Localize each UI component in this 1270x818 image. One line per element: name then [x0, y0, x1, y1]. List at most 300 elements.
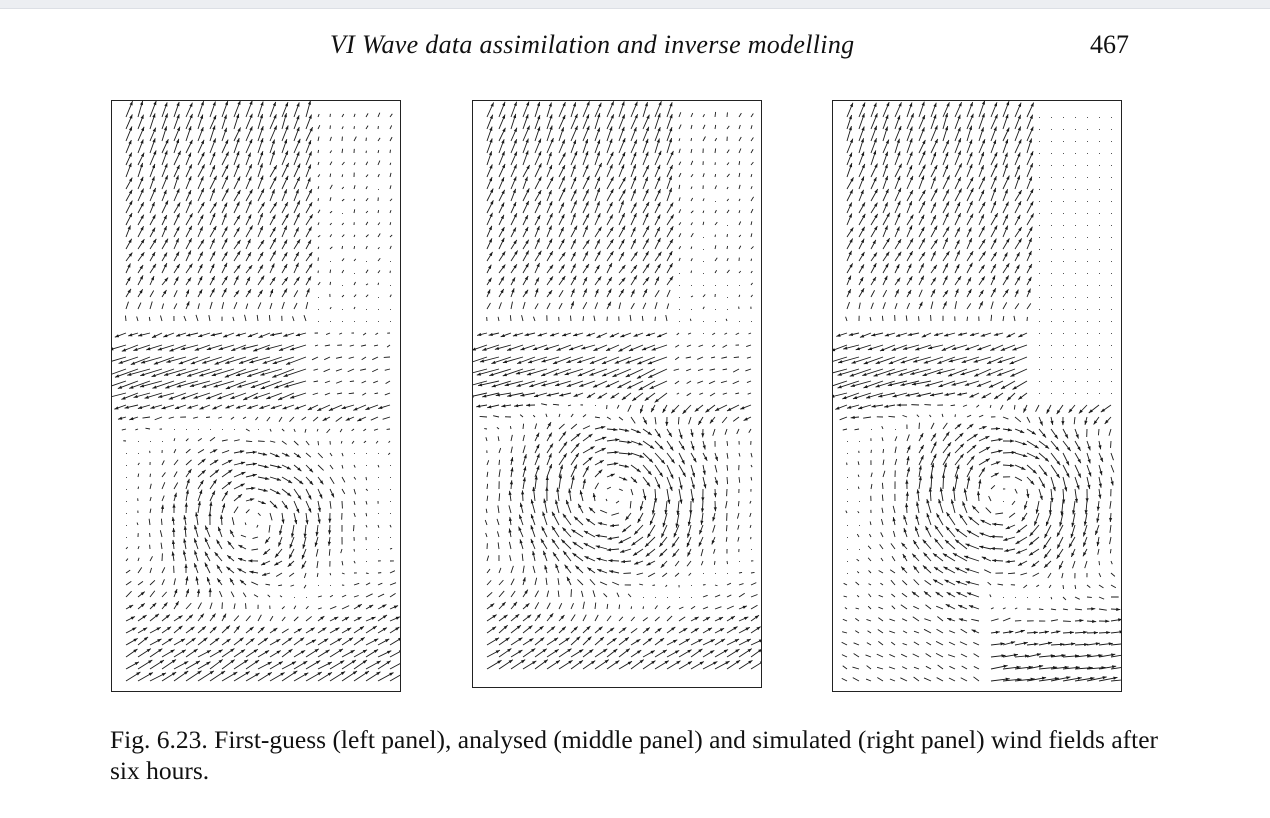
wind-vector: [366, 617, 376, 621]
wind-vector: [1095, 525, 1099, 535]
wind-vector: [390, 548, 392, 549]
wind-vector: [1087, 620, 1096, 623]
wind-vector: [751, 572, 755, 573]
wind-vector: [671, 405, 679, 413]
wind-vector: [655, 290, 659, 297]
wind-vector: [542, 526, 547, 537]
wind-vector: [583, 277, 587, 285]
wind-vector: [739, 453, 740, 457]
wind-vector: [499, 648, 511, 657]
wind-vector: [138, 628, 147, 633]
wind-vector: [535, 263, 540, 273]
wind-vector: [487, 127, 492, 141]
wind-vector: [690, 319, 691, 321]
wind-vector: [619, 429, 629, 432]
wind-vector: [499, 190, 505, 201]
wind-vector: [691, 662, 704, 669]
wind-vector: [926, 499, 931, 513]
wind-vector: [619, 617, 623, 621]
wind-vector: [535, 444, 539, 453]
wind-vector: [991, 102, 997, 117]
wind-vector: [715, 270, 717, 273]
wind-vector: [883, 126, 888, 141]
wind-vector: [923, 553, 931, 561]
wind-vector: [880, 544, 883, 549]
wind-vector: [535, 163, 541, 177]
wind-vector: [665, 417, 668, 426]
wind-vector: [925, 605, 931, 609]
wind-vector: [498, 317, 499, 321]
wind-vector: [962, 666, 967, 669]
wind-vector: [619, 138, 625, 153]
wind-vector: [927, 513, 931, 525]
wind-vector: [1087, 585, 1090, 588]
wind-vector: [174, 277, 178, 285]
wind-vector: [236, 405, 246, 409]
wind-vector: [583, 479, 586, 489]
wind-vector: [390, 465, 391, 466]
wind-vector: [234, 151, 239, 165]
wind-vector: [715, 477, 718, 485]
wind-vector: [991, 163, 997, 177]
wind-vector: [230, 530, 234, 537]
wind-vector: [1075, 297, 1076, 298]
wind-vector: [186, 460, 192, 465]
wind-vector: [895, 278, 900, 285]
wind-vector: [691, 271, 692, 273]
wind-vector: [617, 593, 619, 597]
wind-vector: [595, 151, 600, 165]
wind-vector: [174, 460, 178, 465]
wind-vector: [294, 661, 307, 669]
wind-vector: [871, 177, 876, 189]
wind-vector: [751, 321, 752, 322]
wind-vector: [294, 239, 300, 249]
wind-vector: [150, 660, 164, 669]
wind-vector: [566, 500, 571, 513]
wind-vector: [1046, 513, 1051, 526]
wind-vector: [919, 238, 925, 249]
wind-vector: [234, 302, 237, 309]
wind-vector: [931, 152, 936, 165]
wind-vector: [991, 427, 1000, 430]
wind-vector: [727, 465, 728, 471]
wind-vector: [509, 542, 511, 549]
wind-vector: [667, 114, 672, 129]
wind-vector: [126, 126, 132, 141]
wind-vector: [532, 487, 535, 501]
wind-vector: [667, 429, 672, 437]
wind-vector: [891, 580, 895, 585]
wind-vector: [1110, 525, 1111, 533]
wind-vector: [859, 303, 860, 309]
wind-vector: [715, 174, 716, 177]
wind-vector: [150, 101, 156, 117]
wind-vector: [305, 513, 308, 524]
wind-vector: [666, 315, 667, 321]
wind-vector: [1018, 393, 1027, 400]
wind-vector: [584, 556, 595, 561]
wind-vector: [979, 190, 984, 201]
wind-vector: [184, 526, 187, 537]
wind-vector: [162, 638, 173, 645]
wind-vector: [210, 627, 217, 633]
wind-vector: [895, 139, 900, 153]
wind-vector: [366, 270, 368, 273]
wind-vector: [282, 139, 287, 153]
wind-vector: [978, 479, 981, 489]
wind-vector: [595, 417, 600, 418]
wind-vector: [977, 345, 991, 350]
wind-vector: [1075, 321, 1076, 322]
wind-vector: [318, 162, 319, 165]
wind-vector: [499, 638, 510, 645]
wind-vector: [715, 617, 723, 621]
wind-vector: [354, 596, 359, 597]
wind-vector: [1003, 302, 1007, 309]
wind-vector: [510, 480, 513, 489]
wind-vector: [1032, 561, 1039, 567]
wind-vector: [1003, 252, 1007, 261]
wind-vector: [892, 606, 895, 609]
wind-vector: [679, 173, 681, 177]
wind-vector: [979, 447, 990, 453]
wind-vector: [967, 140, 972, 153]
wind-vector: [283, 333, 294, 337]
wind-vector: [198, 459, 206, 465]
wind-vector: [535, 177, 541, 189]
wind-vector: [715, 258, 717, 261]
wind-vector: [879, 595, 883, 597]
wind-vector: [882, 483, 883, 489]
wind-vector: [747, 357, 751, 358]
wind-vector: [979, 177, 985, 189]
wind-vector: [703, 477, 706, 488]
wind-vector: [1015, 453, 1027, 457]
wind-vector: [687, 549, 691, 556]
wind-vector: [883, 226, 888, 237]
wind-vector: [1003, 275, 1009, 285]
wind-vector: [302, 537, 306, 549]
wind-vector: [1057, 537, 1063, 549]
wind-vector: [979, 152, 984, 165]
wind-vector: [352, 429, 354, 431]
wind-vector: [667, 176, 672, 189]
wind-vector: [583, 264, 589, 273]
wind-vector: [234, 265, 240, 273]
wind-vector: [547, 290, 552, 297]
wind-vector: [739, 606, 747, 609]
wind-vector: [858, 511, 859, 513]
wind-vector: [607, 661, 619, 669]
wind-vector: [1101, 405, 1111, 412]
wind-vector: [955, 138, 961, 153]
wind-vector: [318, 513, 321, 524]
wind-vector: [913, 654, 919, 657]
wind-vector: [1099, 285, 1100, 286]
wind-vector: [1063, 321, 1064, 322]
wind-vector: [903, 415, 907, 417]
wind-vector: [1049, 585, 1051, 588]
wind-vector: [631, 465, 641, 472]
wind-vector: [270, 189, 275, 201]
wind-vector: [1097, 537, 1100, 546]
wind-vector: [174, 189, 179, 201]
wind-vector: [354, 660, 367, 669]
wind-vector: [698, 417, 703, 425]
wind-vector: [387, 345, 390, 347]
wind-vector: [258, 429, 259, 430]
wind-vector: [1099, 321, 1100, 322]
wind-vector: [172, 504, 175, 513]
wind-vector: [330, 649, 343, 657]
wind-vector: [1043, 537, 1051, 549]
wind-vector: [725, 429, 727, 435]
wind-vector: [1075, 441, 1081, 451]
wind-vector: [1039, 297, 1040, 298]
wind-vector: [871, 277, 876, 285]
wind-vector: [868, 345, 883, 350]
wind-vector: [174, 151, 181, 165]
wind-vector: [1039, 201, 1040, 202]
wind-vector: [362, 393, 366, 395]
wind-vector: [325, 345, 330, 346]
wind-vector: [511, 579, 514, 585]
wind-vector: [246, 649, 258, 657]
wind-vector: [1051, 453, 1060, 465]
wind-vector: [308, 405, 318, 410]
wind-vector: [210, 115, 216, 129]
wind-vector: [931, 251, 936, 261]
wind-vector: [619, 661, 632, 669]
wind-vector: [595, 302, 598, 309]
wind-vector: [667, 151, 673, 165]
wind-vector: [871, 263, 876, 273]
wind-vector: [859, 227, 865, 237]
wind-vector: [198, 252, 203, 261]
wind-vector: [499, 251, 505, 261]
wind-vector: [535, 454, 540, 465]
wind-vector: [667, 627, 675, 633]
wind-vector: [715, 309, 716, 310]
wind-vector: [883, 449, 884, 453]
wind-vector: [198, 276, 202, 285]
wind-vector: [366, 246, 367, 249]
wind-vector: [222, 238, 227, 249]
wind-vector: [354, 307, 355, 309]
wind-vector: [991, 152, 997, 165]
wind-vector: [679, 162, 681, 165]
wind-vector: [270, 126, 277, 141]
wind-vector: [342, 213, 343, 214]
wind-vector: [354, 246, 355, 249]
wind-vector: [1063, 189, 1064, 190]
wind-vector: [511, 638, 522, 645]
wind-vector: [547, 201, 552, 213]
wind-vector: [258, 226, 263, 237]
wind-vector: [547, 226, 552, 237]
wind-vector: [852, 667, 859, 669]
wind-vector: [198, 662, 210, 669]
wind-vector-plot-left: [112, 101, 400, 691]
wind-vector: [871, 189, 878, 201]
wind-vector: [1039, 381, 1040, 382]
wind-vector: [390, 199, 392, 201]
wind-vector: [747, 381, 751, 383]
wind-vector: [895, 252, 901, 261]
wind-vector: [868, 606, 871, 609]
wind-vector: [318, 650, 330, 657]
wind-vector: [186, 126, 191, 141]
wind-vector: [234, 626, 240, 633]
wind-vector: [270, 639, 280, 645]
wind-vector: [919, 127, 924, 141]
wind-vector: [547, 443, 553, 453]
wind-vector: [186, 301, 189, 309]
wind-vector: [967, 152, 972, 165]
wind-vector: [186, 264, 192, 273]
wind-vector: [390, 650, 400, 657]
wind-vector: [1003, 537, 1015, 541]
wind-vector: [955, 250, 960, 261]
wind-vector: [679, 138, 680, 141]
wind-vector: [907, 152, 912, 165]
wind-vector: [655, 628, 662, 633]
wind-vector: [883, 302, 885, 309]
wind-vector: [1039, 393, 1040, 394]
wind-vector: [150, 627, 161, 633]
wind-vector: [1051, 597, 1052, 599]
wind-vector: [270, 465, 282, 468]
wind-vector: [366, 162, 368, 165]
wind-vector: [523, 603, 529, 609]
wind-vector: [847, 477, 848, 478]
wind-vector: [186, 333, 198, 336]
wind-vector: [1109, 513, 1112, 522]
wind-vector: [1087, 273, 1088, 274]
wind-vector: [655, 177, 660, 189]
wind-vector: [595, 188, 600, 201]
wind-vector: [281, 513, 284, 524]
wind-vector: [679, 661, 692, 669]
wind-vector: [598, 522, 607, 525]
wind-vector: [871, 333, 883, 336]
wind-vector: [715, 661, 730, 669]
wind-vector: [126, 302, 128, 309]
wind-vector: [1015, 630, 1025, 633]
wind-vector: [390, 125, 392, 129]
wind-vector: [1063, 429, 1068, 438]
wind-vector: [1049, 501, 1052, 514]
wind-vector: [366, 583, 370, 585]
wind-vector: [967, 227, 971, 237]
wind-vector: [643, 453, 653, 463]
wind-vector: [607, 126, 612, 141]
wind-vector: [930, 393, 943, 396]
wind-vector: [231, 592, 234, 597]
wind-vector: [955, 227, 960, 237]
wind-vector: [523, 615, 531, 621]
wind-vector: [354, 259, 356, 261]
wind-vector: [619, 537, 631, 543]
wind-vector: [631, 189, 636, 201]
wind-vector: [619, 465, 629, 468]
wind-vector: [1003, 464, 1014, 467]
wind-vector: [869, 534, 871, 537]
wind-vector: [258, 465, 269, 468]
wind-vector: [639, 584, 643, 585]
wind-vector: [1003, 153, 1008, 165]
wind-vector: [538, 333, 547, 336]
wind-vector: [330, 234, 332, 237]
wind-vector: [633, 549, 643, 556]
wind-vector: [390, 285, 391, 286]
wind-vector: [222, 460, 232, 465]
wind-vector: [727, 225, 728, 226]
wind-vector: [907, 165, 912, 177]
wind-vector: [571, 177, 576, 189]
wind-vector: [738, 537, 739, 542]
wind-vector: [1029, 549, 1039, 555]
wind-vector: [199, 405, 210, 409]
wind-vector: [955, 240, 960, 249]
wind-vector: [868, 558, 871, 561]
wind-vector: [535, 303, 538, 309]
wind-vector: [931, 189, 937, 201]
wind-vector: [936, 641, 943, 645]
wind-vector: [520, 415, 523, 417]
wind-vector: [522, 554, 523, 561]
wind-vector: [691, 233, 693, 237]
wind-vector: [847, 561, 848, 562]
wind-vector: [1036, 501, 1039, 514]
wind-vector: [172, 517, 175, 525]
wind-vector: [842, 655, 847, 657]
wind-vector: [535, 637, 544, 645]
wind-vector: [1039, 237, 1040, 238]
wind-vector: [1087, 642, 1100, 645]
wind-vector: [1079, 405, 1087, 413]
wind-vector: [366, 321, 367, 322]
wind-vector: [842, 642, 847, 645]
wind-vector: [643, 650, 655, 657]
wind-vector: [246, 498, 254, 501]
wind-vector: [727, 210, 729, 213]
wind-vector: [553, 404, 559, 405]
wind-vector: [955, 528, 967, 537]
wind-vector: [1007, 393, 1015, 400]
wind-vector: [279, 525, 282, 535]
wind-vector: [246, 429, 250, 431]
wind-vector: [619, 252, 624, 261]
wind-vector: [126, 213, 132, 225]
wind-vector: [675, 381, 679, 384]
wind-vector: [595, 239, 600, 249]
wind-vector: [989, 496, 991, 501]
wind-vector: [1050, 417, 1053, 425]
wind-vector: [138, 405, 150, 409]
viewer-top-bar: [0, 0, 1270, 9]
wind-vector: [646, 333, 655, 336]
wind-vector: [1051, 357, 1052, 358]
wind-vector: [330, 247, 332, 249]
wind-vector: [1039, 213, 1040, 214]
wind-vector: [161, 519, 162, 525]
wind-vector: [584, 531, 595, 537]
wind-vector: [885, 333, 895, 336]
wind-vector: [126, 570, 130, 573]
wind-vector: [965, 381, 979, 386]
